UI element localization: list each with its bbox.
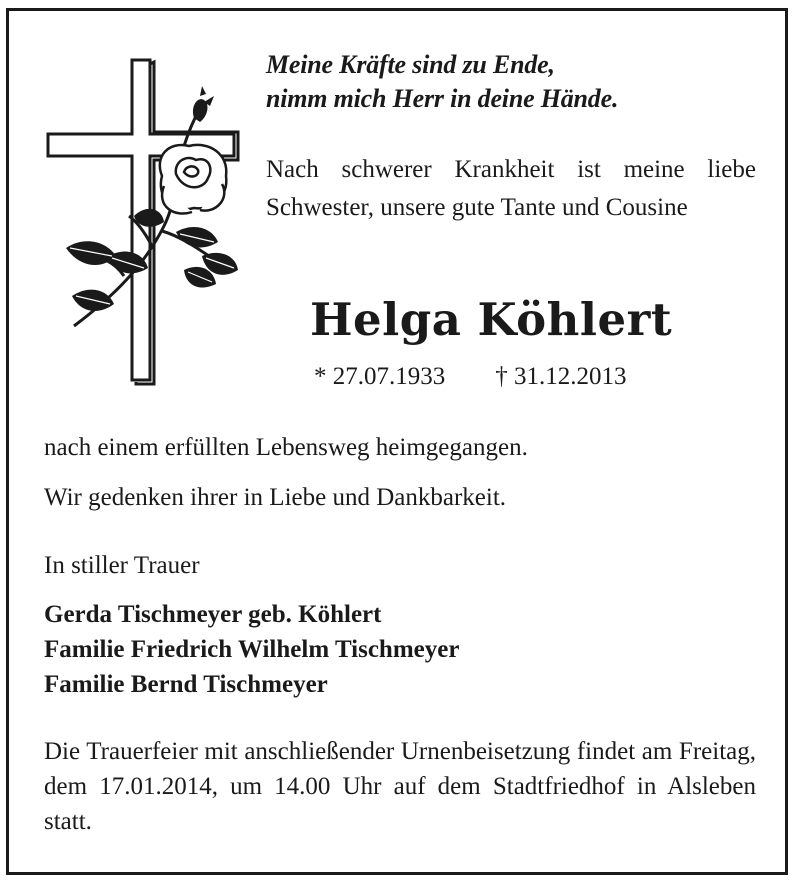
mourner-item: Familie Friedrich Wilhelm Tischmeyer	[44, 636, 460, 663]
cross-with-rose-icon	[44, 56, 244, 386]
mourners-list	[44, 597, 756, 702]
mourner-item: Familie Bernd Tischmeyer	[44, 671, 328, 698]
motto-line-1: Meine Kräfte sind zu Ende,	[266, 50, 555, 79]
birth-date: * 27.07.1933	[314, 363, 446, 390]
funeral-details: Die Trauerfeier mit anschließender Urnenbeisetzung findet am Freitag, dem 17.01.2014, um 14.00 Uhr auf dem Stadtfriedhof in Alsleben statt.	[44, 738, 756, 835]
mourning-intro: In stiller Trauer	[44, 552, 200, 579]
death-date: † 31.12.2013	[495, 363, 627, 390]
remembrance-line: Wir gedenken ihrer in Liebe und Dankbarkeit.	[44, 484, 507, 511]
intro-text: Nach schwerer Krankheit ist meine liebe Schwester, unsere gute Tante und Cousine	[266, 156, 756, 221]
mourner-item: Gerda Tischmeyer geb. Köhlert	[44, 601, 382, 628]
passed-line: nach einem erfüllten Lebensweg heimgegangen.	[44, 434, 528, 461]
deceased-name: Helga Köhlert	[310, 293, 673, 346]
motto-verse	[266, 48, 766, 116]
motto-line-2: nimm mich Herr in deine Hände.	[266, 84, 619, 113]
life-dates	[314, 361, 627, 393]
